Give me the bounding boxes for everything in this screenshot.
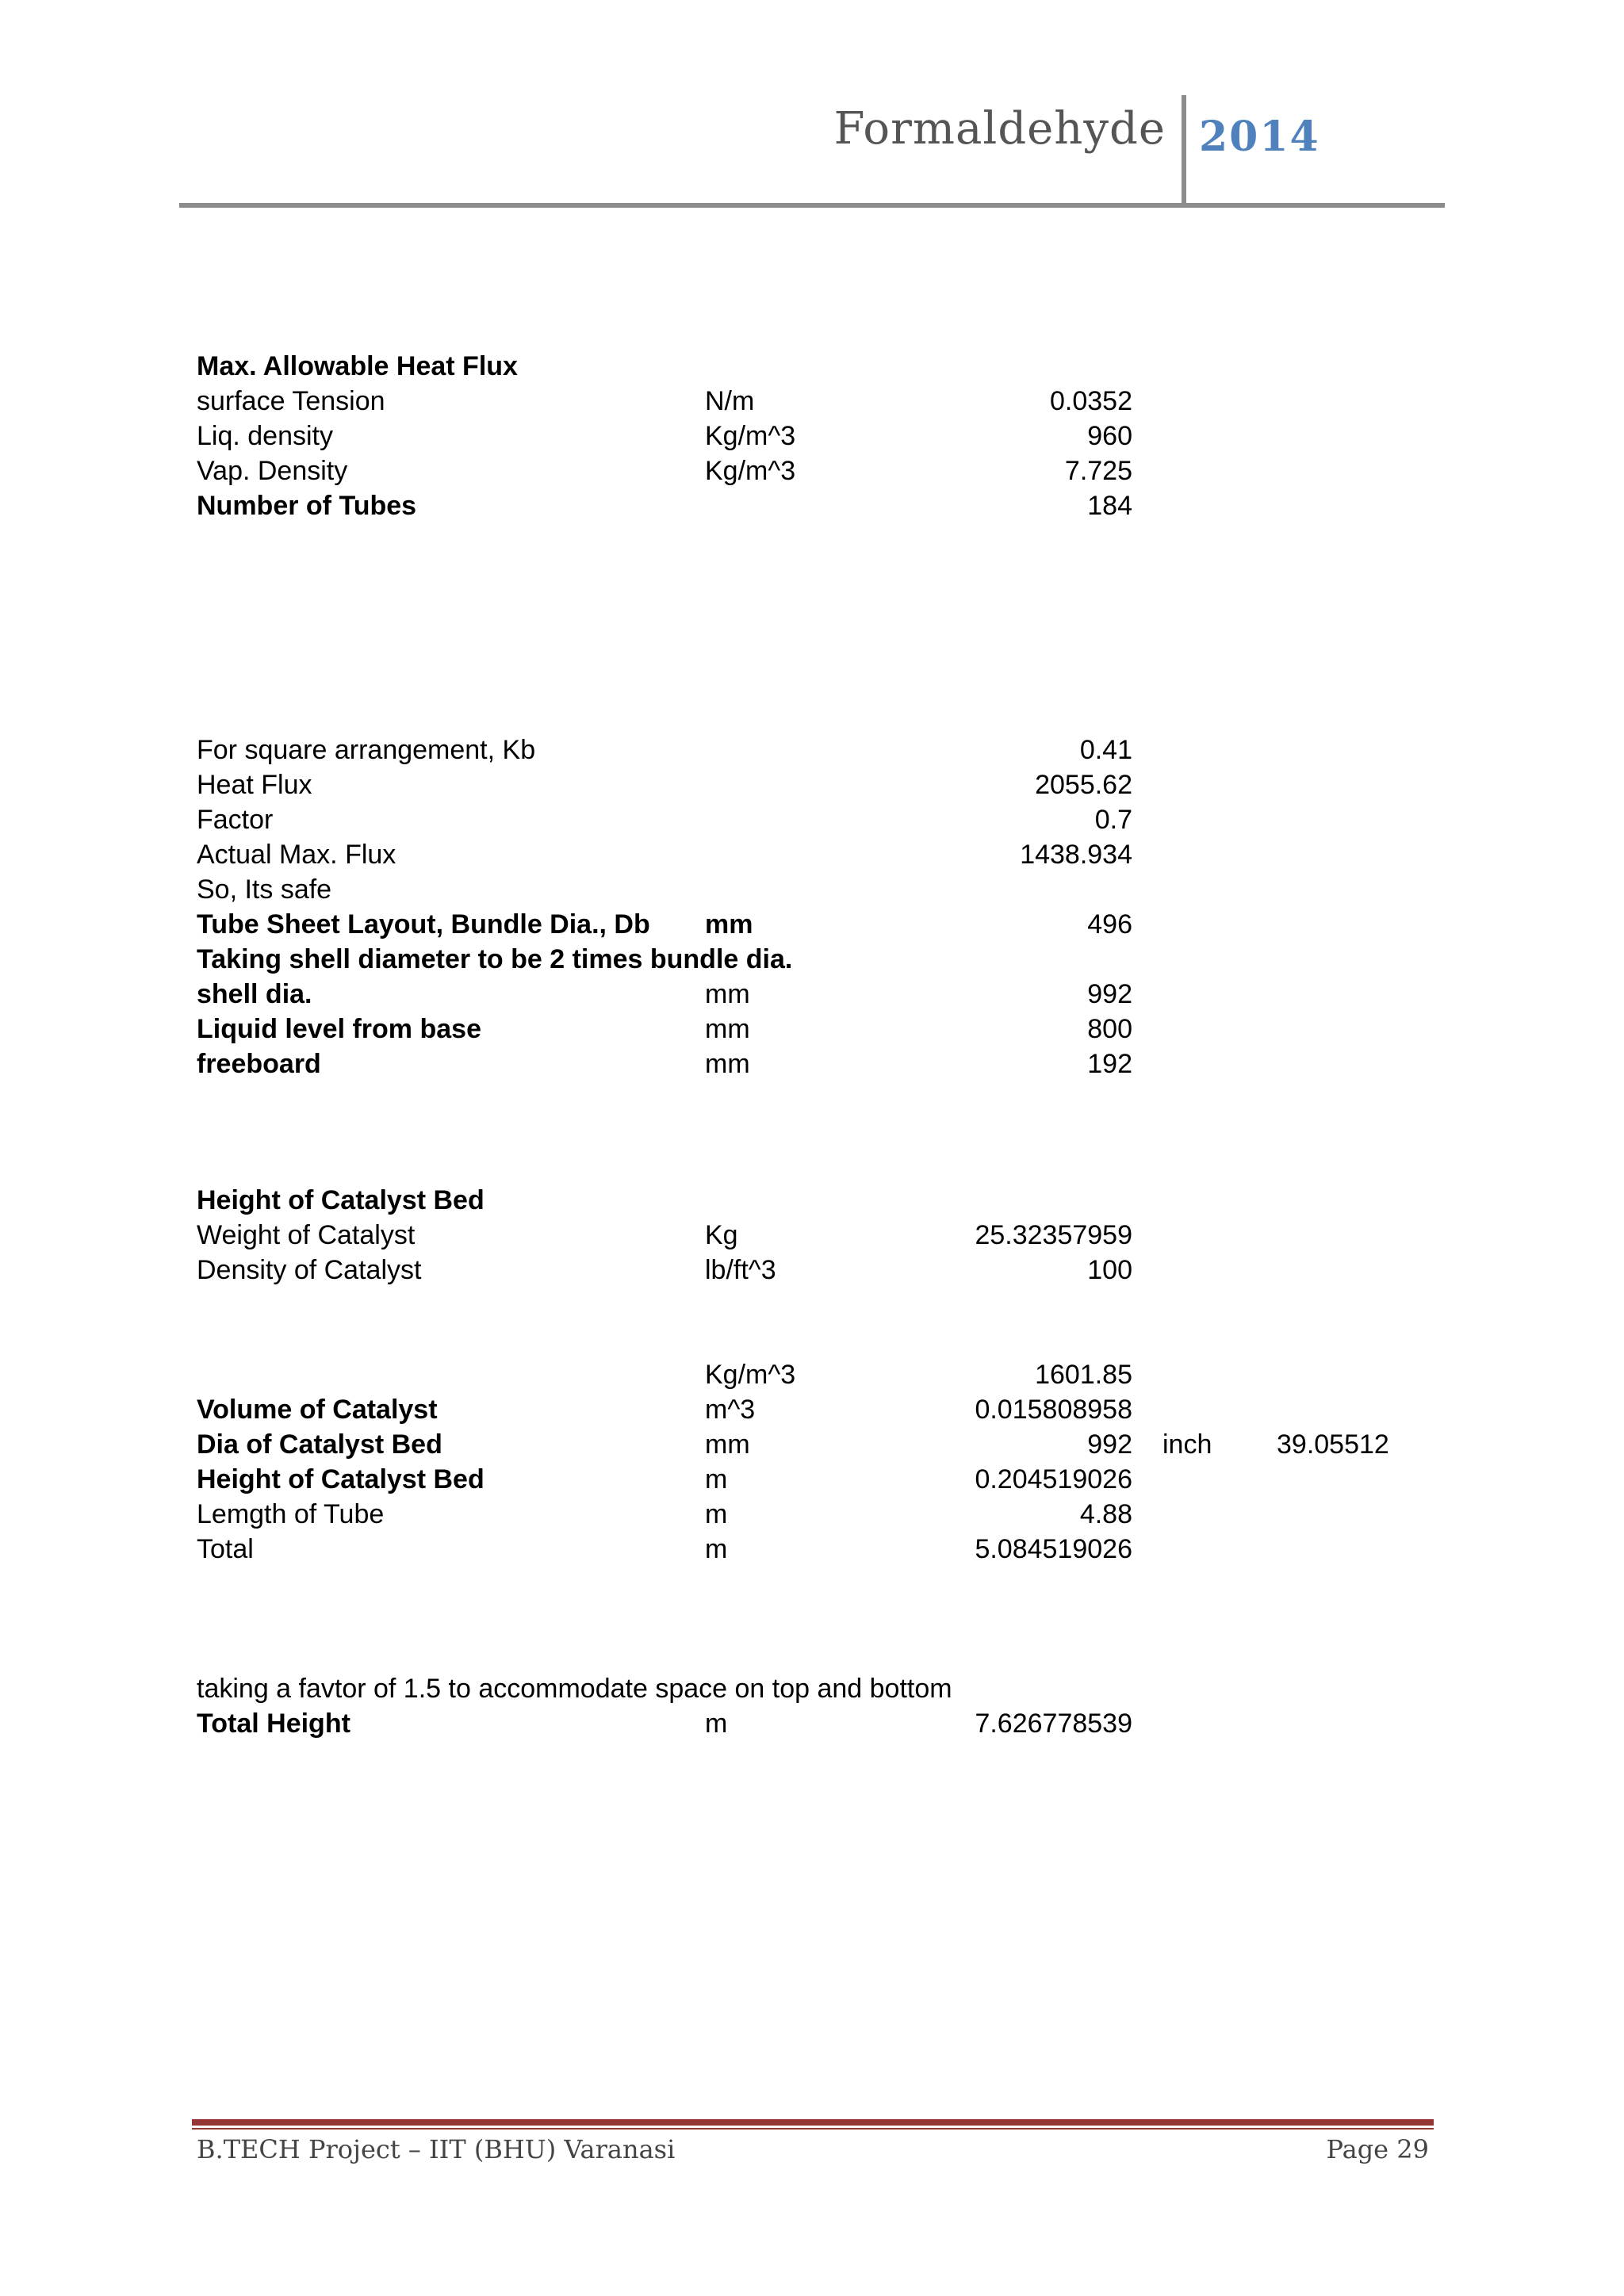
row-shell-dia: shell dia. mm 992 — [197, 979, 1132, 1009]
row-density-si: Kg/m^3 1601.85 — [705, 1360, 1132, 1390]
row-liq-density: Liq. density Kg/m^3 960 — [197, 421, 1132, 451]
section-heading-heat-flux: Max. Allowable Heat Flux — [197, 351, 518, 381]
row-shell-note: Taking shell diameter to be 2 times bundle dia. — [197, 944, 793, 974]
row-number-of-tubes: Number of Tubes 184 — [197, 491, 1132, 521]
row-total-height: Total Height m 7.626778539 — [197, 1709, 1132, 1739]
row-volume-catalyst: Volume of Catalyst m^3 0.015808958 — [197, 1395, 1132, 1425]
row-kb: For square arrangement, Kb 0.41 — [197, 735, 1132, 765]
footer-project-text: B.TECH Project – IIT (BHU) Varanasi — [197, 2134, 676, 2164]
page-number: Page 29 — [1326, 2134, 1429, 2164]
row-vap-density: Vap. Density Kg/m^3 7.725 — [197, 456, 1132, 486]
section-heading-catalyst: Height of Catalyst Bed — [197, 1185, 485, 1215]
footer-rule-thin — [192, 2128, 1434, 2130]
row-actual-max-flux: Actual Max. Flux 1438.934 — [197, 840, 1132, 870]
row-safe-note: So, Its safe — [197, 874, 332, 905]
row-density-catalyst: Density of Catalyst lb/ft^3 100 — [197, 1255, 1132, 1285]
row-factor: Factor 0.7 — [197, 805, 1132, 835]
row-freeboard: freeboard mm 192 — [197, 1049, 1132, 1079]
row-bundle-dia: Tube Sheet Layout, Bundle Dia., Db mm 496 — [197, 909, 1132, 939]
row-factor-note: taking a favtor of 1.5 to accommodate space on top and bottom — [197, 1674, 952, 1704]
footer-rule — [192, 2119, 1434, 2126]
row-surface-tension: surface Tension N/m 0.0352 — [197, 386, 1132, 416]
row-length-tube: Lemgth of Tube m 4.88 — [197, 1499, 1132, 1529]
row-dia-catalyst: Dia of Catalyst Bed mm 992 inch 39.05512 — [197, 1429, 1389, 1460]
row-heat-flux: Heat Flux 2055.62 — [197, 770, 1132, 800]
row-height-catalyst: Height of Catalyst Bed m 0.204519026 — [197, 1464, 1132, 1494]
document-title: Formaldehyde — [833, 103, 1166, 155]
row-total: Total m 5.084519026 — [197, 1534, 1132, 1564]
row-liquid-level: Liquid level from base mm 800 — [197, 1014, 1132, 1044]
row-weight-catalyst: Weight of Catalyst Kg 25.32357959 — [197, 1220, 1132, 1250]
document-year: 2014 — [1199, 113, 1320, 161]
